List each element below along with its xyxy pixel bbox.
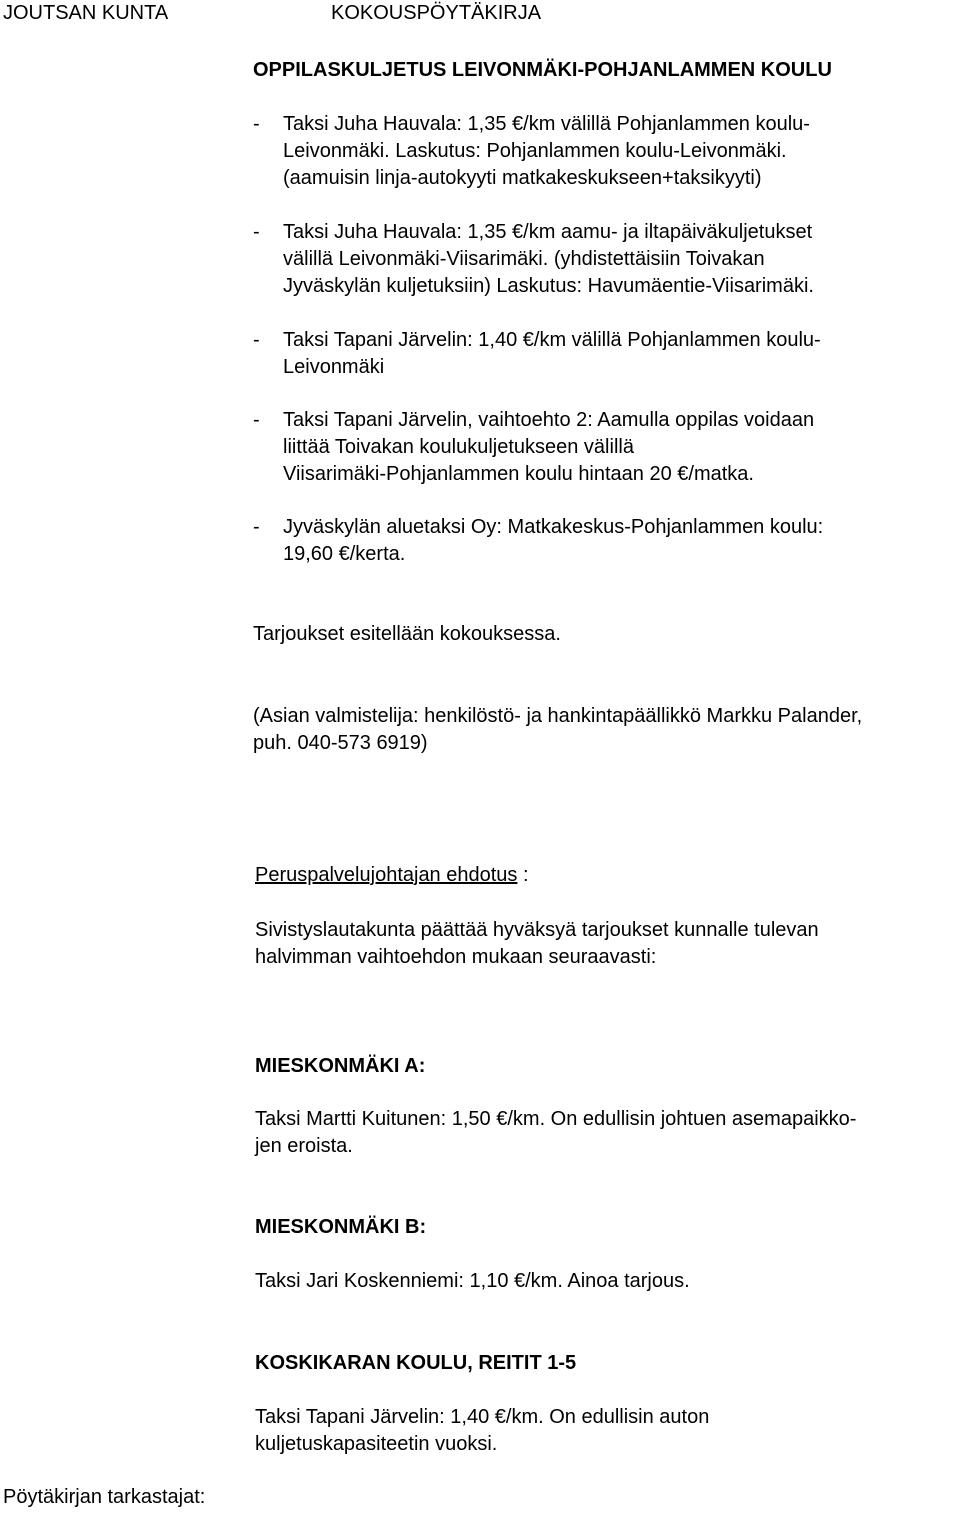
offer-line: Leivonmäki. Laskutus: Pohjanlammen koulu-Leivonmäki. [283, 140, 787, 162]
preparer-line: puh. 040-573 6919) [253, 732, 428, 754]
offer-line: 19,60 €/kerta. [283, 543, 406, 565]
proposal-heading-colon: : [517, 864, 529, 886]
offer-line: liittää Toivakan koulukuljetukseen välillä [283, 436, 634, 458]
proposal-heading [255, 862, 529, 889]
offer-line: Viisarimäki-Pohjanlammen koulu hintaan 20 €/matka. [283, 463, 754, 485]
offer-text [283, 111, 810, 192]
presentation-note: Tarjoukset esitellään kokouksessa. [253, 623, 561, 645]
list-dash: - [253, 516, 260, 538]
route-line: Taksi Jari Koskenniemi: 1,10 €/km. Ainoa tarjous. [255, 1270, 690, 1292]
route-line: Taksi Tapani Järvelin: 1,40 €/km. On edullisin auton [255, 1406, 710, 1428]
route-title: MIESKONMÄKI A: [255, 1055, 426, 1077]
checkers-label: Pöytäkirjan tarkastajat: [3, 1486, 206, 1508]
offer-line: (aamuisin linja-autokyyti matkakeskukseen+taksikyyti) [283, 167, 762, 189]
offer-text [283, 219, 814, 300]
route-text [255, 1106, 856, 1160]
route-line: jen eroista. [255, 1135, 353, 1157]
preparer-line: (Asian valmistelija: henkilöstö- ja hankintapäällikkö Markku Palander, [253, 705, 863, 727]
route-text [255, 1268, 690, 1295]
offer-line: välillä Leivonmäki-Viisarimäki. (yhdistettäisiin Toivakan [283, 248, 765, 270]
offer-text [283, 327, 821, 381]
route-line: kuljetuskapasiteetin vuoksi. [255, 1433, 498, 1455]
offer-line: Taksi Tapani Järvelin: 1,40 €/km välillä Pohjanlammen koulu- [283, 329, 821, 351]
list-dash: - [253, 329, 260, 351]
preparer-info [253, 703, 862, 757]
route-line: Taksi Martti Kuitunen: 1,50 €/km. On edullisin johtuen asemapaikko- [255, 1108, 857, 1130]
list-dash: - [253, 409, 260, 431]
offer-text [283, 514, 823, 568]
list-dash: - [253, 113, 260, 135]
municipality-name: JOUTSAN KUNTA [3, 2, 169, 24]
route-title: KOSKIKARAN KOULU, REITIT 1-5 [255, 1352, 577, 1374]
proposal-heading-text: Peruspalvelujohtajan ehdotus [255, 864, 518, 886]
offer-line: Jyväskylän kuljetuksiin) Laskutus: Havumäentie-Viisarimäki. [283, 275, 814, 297]
proposal-line: Sivistyslautakunta päättää hyväksyä tarjoukset kunnalle tulevan [255, 919, 819, 941]
list-dash: - [253, 221, 260, 243]
document-type: KOKOUSPÖYTÄKIRJA [331, 2, 542, 24]
offer-line: Taksi Juha Hauvala: 1,35 €/km välillä Pohjanlammen koulu- [283, 113, 810, 135]
section-title: OPPILASKULJETUS LEIVONMÄKI-POHJANLAMMEN KOULU [253, 59, 832, 81]
route-text [255, 1404, 709, 1458]
route-title: MIESKONMÄKI B: [255, 1216, 427, 1238]
offer-line: Taksi Tapani Järvelin, vaihtoehto 2: Aamulla oppilas voidaan [283, 409, 815, 431]
proposal-text [255, 917, 819, 971]
offer-line: Jyväskylän aluetaksi Oy: Matkakeskus-Pohjanlammen koulu: [283, 516, 824, 538]
offer-text [283, 407, 814, 488]
proposal-line: halvimman vaihtoehdon mukaan seuraavasti: [255, 946, 657, 968]
offer-line: Leivonmäki [283, 356, 385, 378]
offer-line: Taksi Juha Hauvala: 1,35 €/km aamu- ja iltapäiväkuljetukset [283, 221, 813, 243]
